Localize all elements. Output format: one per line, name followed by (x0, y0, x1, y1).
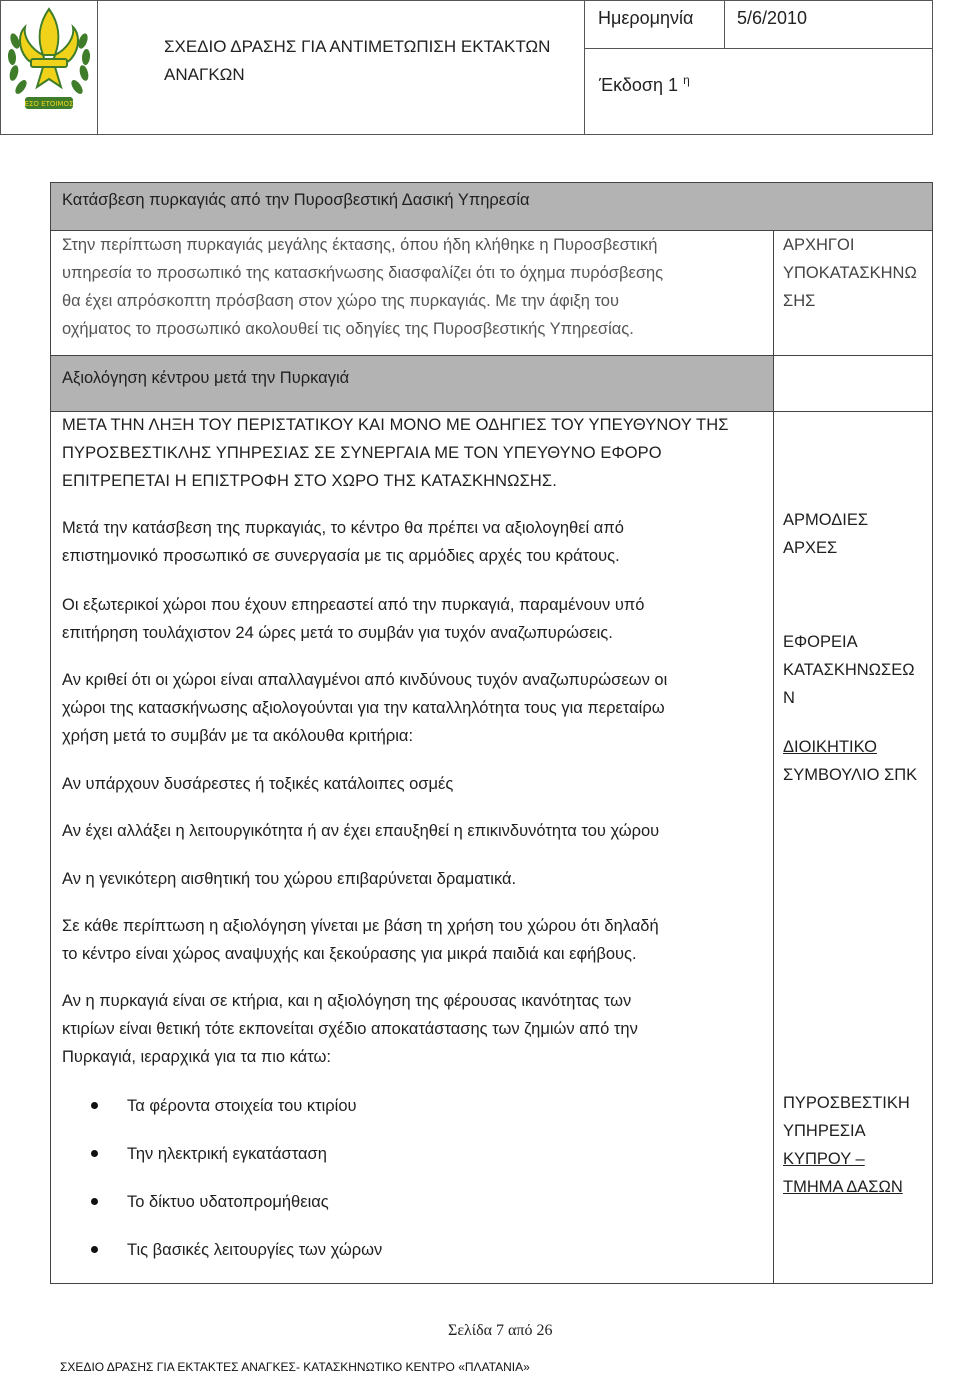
responsible-camp-board: ΕΦΟΡΕΙΑ ΚΑΤΑΣΚΗΝΩΣΕΩ Ν (783, 633, 915, 707)
responsible-admin-council: ΔΙΟΙΚΗΤΙΚΟ ΣΥΜΒΟΥΛΙΟ ΣΠΚ (783, 738, 918, 784)
paragraph-line: Οι εξωτερικοί χώροι που έχουν επηρεαστεί από την πυρκαγιά, παραμένουν υπό (62, 596, 645, 614)
section1-heading: Κατάσβεση πυρκαγιάς από την Πυροσβεστική Δασική Υπηρεσία (62, 191, 530, 209)
bullet-icon (91, 1246, 98, 1253)
paragraph-line: επιτήρηση τουλάχιστον 24 ώρες μετά το συμβάν για τυχόν αναζωπυρώσεις. (62, 624, 613, 642)
column-divider (773, 411, 774, 1283)
paragraph-line: χώροι της κατασκήνωσης αξιολογούνται για την καταλληλότητα τους για περεταίρω (62, 699, 665, 717)
paragraph-line: χρήση μετά το συμβάν με τα ακόλουθα κριτήρια: (62, 727, 414, 745)
bullet-icon (91, 1150, 98, 1157)
paragraph-line: επιστημονικό προσωπικό σε συνεργασία με τις αρμόδιες αρχές του κράτους. (62, 547, 620, 565)
version-label: Έκδοση 1 $^\eta$ (599, 73, 690, 95)
section2-heading: Αξιολόγηση κέντρου μετά την Πυρκαγιά (62, 369, 350, 387)
responsible-authorities: ΑΡΜΟΔΙΕΣ ΑΡΧΕΣ (783, 511, 869, 557)
section1-line: θα έχει απρόσκοπτη πρόσβαση στον χώρο της πυρκαγιάς. Με την άφιξη του (62, 292, 620, 310)
paragraph-line: το κέντρο είναι χώρος αναψυχής και ξεκούρασης για μικρά παιδιά και εφήβους. (62, 945, 637, 963)
section1-line: υπηρεσία το προσωπικό της κατασκήνωσης διασφαλίζει ότι το όχημα πυρόσβεσης (62, 264, 664, 282)
page-number: Σελίδα 7 από 26 (448, 1322, 553, 1339)
logo-motto: ΕΣΟ ΕΤΟΙΜΟΣ (24, 100, 74, 108)
document-header (0, 0, 933, 135)
row-divider (51, 355, 932, 356)
scout-fleur-de-lis-logo (1, 1, 97, 134)
date-label-cell (584, 1, 725, 49)
logo-cell (1, 1, 98, 134)
footer-document-title: ΣΧΕΔΙΟ ΔΡΑΣΗΣ ΓΙΑ ΕΚΤΑΚΤΕΣ ΑΝΑΓΚΕΣ- ΚΑΤΑΣΚΗΝΩΤΙΚΟ ΚΕΝΤΡΟ «ΠΛΑΤΑΝΙΑ» (60, 1360, 530, 1374)
column-divider (773, 355, 774, 411)
title-cell (97, 1, 585, 134)
criterion-line: Αν η γενικότερη αισθητική του χώρου επιβαρύνεται δραματικά. (62, 870, 517, 888)
paragraph-line: Μετά την κατάσβεση της πυρκαγιάς, το κέντρο θα πρέπει να αξιολογηθεί από (62, 519, 624, 537)
section1-responsible: ΑΡΧΗΓΟΙ ΥΠΟΚΑΤΑΣΚΗΝΩ ΣΗΣ (783, 236, 917, 310)
paragraph-line: κτιρίων είναι θετική τότε εκπονείται σχέδιο αποκατάστασης των ζημιών από την (62, 1020, 638, 1038)
return-notice-line: ΜΕΤΑ ΤΗΝ ΛΗΞΗ ΤΟΥ ΠΕΡΙΣΤΑΤΙΚΟΥ ΚΑΙ ΜΟΝΟ ΜΕ ΟΔΗΓΙΕΣ ΤΟΥ ΥΠΕΥΘΥΝΟΥ ΤΗΣ (62, 416, 729, 434)
paragraph-line: Πυρκαγιά, ιεραρχικά για τα πιο κάτω: (62, 1048, 331, 1066)
column-divider (773, 230, 774, 355)
responsible-fire-service: ΠΥΡΟΣΒΕΣΤΙΚΗ ΥΠΗΡΕΣΙΑ ΚΥΠΡΟΥ – ΤΜΗΜΑ ΔΑΣΩΝ (783, 1094, 910, 1196)
criterion-line: Αν υπάρχουν δυσάρεστες ή τοξικές κατάλοιπες οσμές (62, 775, 454, 793)
criterion-line: Αν έχει αλλάξει η λειτουργικότητα ή αν έχει επαυξηθεί η επικινδυνότητα του χώρου (62, 822, 660, 840)
return-notice-line: ΕΠΙΤΡΕΠΕΤΑΙ Η ΕΠΙΣΤΡΟΦΗ ΣΤΟ ΧΩΡΟ ΤΗΣ ΚΑΤΑΣΚΗΝΩΣΗΣ. (62, 472, 557, 490)
date-value: 5/6/2010 (737, 8, 808, 28)
bullet-icon (91, 1102, 98, 1109)
date-value-cell (724, 1, 932, 49)
section1-line: Στην περίπτωση πυρκαγιάς μεγάλης έκτασης, όπου ήδη κλήθηκε η Πυροσβεστική (62, 236, 658, 254)
return-notice-line: ΠΥΡΟΣΒΕΣΤΙΚΛΗΣ ΥΠΗΡΕΣΙΑΣ ΣΕ ΣΥΝΕΡΓΑΙΑ ΜΕ ΤΟΝ ΥΠΕΥΘΥΝΟ ΕΦΟΡΟ (62, 444, 662, 462)
paragraph-line: Αν η πυρκαγιά είναι σε κτήρια, και η αξιολόγηση της φέρουσας ικανότητας των (62, 992, 632, 1010)
date-label: Ημερομηνία (598, 8, 694, 28)
paragraph-line: Αν κριθεί ότι οι χώροι είναι απαλλαγμένοι από κινδύνους τυχόν αναζωπυρώσεων οι (62, 671, 668, 689)
paragraph-line: Σε κάθε περίπτωση η αξιολόγηση γίνεται με βάση τη χρήση του χώρου ότι δηλαδή (62, 917, 659, 935)
procedure-table: Κατάσβεση πυρκαγιάς από την Πυροσβεστική Δασική Υπηρεσία Στην περίπτωση πυρκαγιάς μεγάλης έκτασης, όπου ήδη κλήθηκε η Πυροσβεστική υπηρεσία το προσωπικό της κατασκήνωσης διασφαλίζει ότι το όχημα πυρόσβεσης θα έχει απρόσκοπτη πρόσβαση στον χώρο της πυρκαγιάς. Με την άφιξη του οχήματος το προσωπικό ακολουθεί τις οδηγίες της Πυροσβεστικής Υπηρεσίας. ΑΡΧΗΓΟΙ ΥΠΟΚΑΤΑΣΚΗΝΩ ΣΗΣ Αξιολόγηση κέντρου μετά την Πυρκαγιά ΜΕΤΑ ΤΗΝ ΛΗΞΗ ΤΟΥ ΠΕΡΙΣΤΑΤΙΚΟΥ ΚΑΙ ΜΟΝΟ ΜΕ ΟΔΗΓΙΕΣ ΤΟΥ ΥΠΕΥΘΥΝΟΥ ΤΗΣ ΠΥΡΟΣΒΕΣΤΙΚΛΗΣ ΥΠΗΡΕΣΙΑΣ ΣΕ ΣΥΝΕΡΓΑΙΑ ΜΕ ΤΟΝ ΥΠΕΥΘΥΝΟ ΕΦΟΡΟ ΕΠΙΤΡΕΠΕΤΑΙ Η ΕΠΙΣΤΡΟΦΗ ΣΤΟ ΧΩΡΟ ΤΗΣ ΚΑΤΑΣΚΗΝΩΣΗΣ. Μετά την κατάσβεση της πυρκαγιάς, το κέντρο θα πρέπει να αξιολογηθεί από επιστημονικό προσωπικό σε συνεργασία με τις αρμόδιες αρχές του κράτους. Οι εξωτερικοί χώροι που έχουν επηρεαστεί από την πυρκαγιά, παραμένουν υπό επιτήρηση τουλάχιστον 24 ώρες μετά το συμβάν για τυχόν αναζωπυρώσεις. Αν κριθεί ότι οι χώροι είναι απαλλαγμένοι από κινδύνους τυχόν αναζωπυρώσεων οι χώροι της κατασκήνωσης αξιολογούνται για την καταλληλότητα τους για περεταίρω χρήση μετά το συμβάν με τα ακόλουθα κριτήρια: Αν υπάρχουν δυσάρεστες ή τοξικές κατάλοιπες οσμές Αν έχει αλλάξει η λειτουργικότητα ή αν έχει επαυξηθεί η επικινδυνότητα του χώρου Αν η γενικότερη αισθητική του χώρου επιβαρύνεται δραματικά. Σε κάθε περίπτωση η αξιολόγηση γίνεται με βάση τη χρήση του χώρου ότι δηλαδή το κέντρο είναι χώρος αναψυχής και ξεκούρασης για μικρά παιδιά και εφήβους. Αν η πυρκαγιά είναι σε κτήρια, και η αξιολόγηση της φέρουσας ικανότητας των κτιρίων είναι θετική τότε εκπονείται σχέδιο αποκατάστασης των ζημιών από την Πυρκαγιά, ιεραρχικά για τα πιο κάτω: Τα φέροντα στοιχεία του κτιρίου Την ηλεκτρική εγκατάσταση Το δίκτυο υδατοπρομήθειας Τις βασικές λειτουργίες των χώρων ΑΡΜΟΔΙΕΣ ΑΡΧΕΣ ΕΦΟΡΕΙΑ ΚΑΤΑΣΚΗΝΩΣΕΩ Ν ΔΙΟΙΚΗΤΙΚΟ ΣΥΜΒΟΥΛΙΟ ΣΠΚ ΠΥΡΟΣΒΕΣΤΙΚΗ ΥΠΗΡΕΣΙΑ ΚΥΠΡΟΥ – ΤΜΗΜΑ ΔΑΣΩΝ (50, 182, 933, 1284)
section1-line: οχήματος το προσωπικό ακολουθεί τις οδηγίες της Πυροσβεστικής Υπηρεσίας. (62, 320, 634, 338)
document-title: ΣΧΕΔΙΟ ΔΡΑΣΗΣ ΓΙΑ ΑΝΤΙΜΕΤΩΠΙΣΗ ΕΚΤΑΚΤΩΝ ΑΝΑΓΚΩΝ (164, 37, 551, 84)
bullet-icon (91, 1198, 98, 1205)
